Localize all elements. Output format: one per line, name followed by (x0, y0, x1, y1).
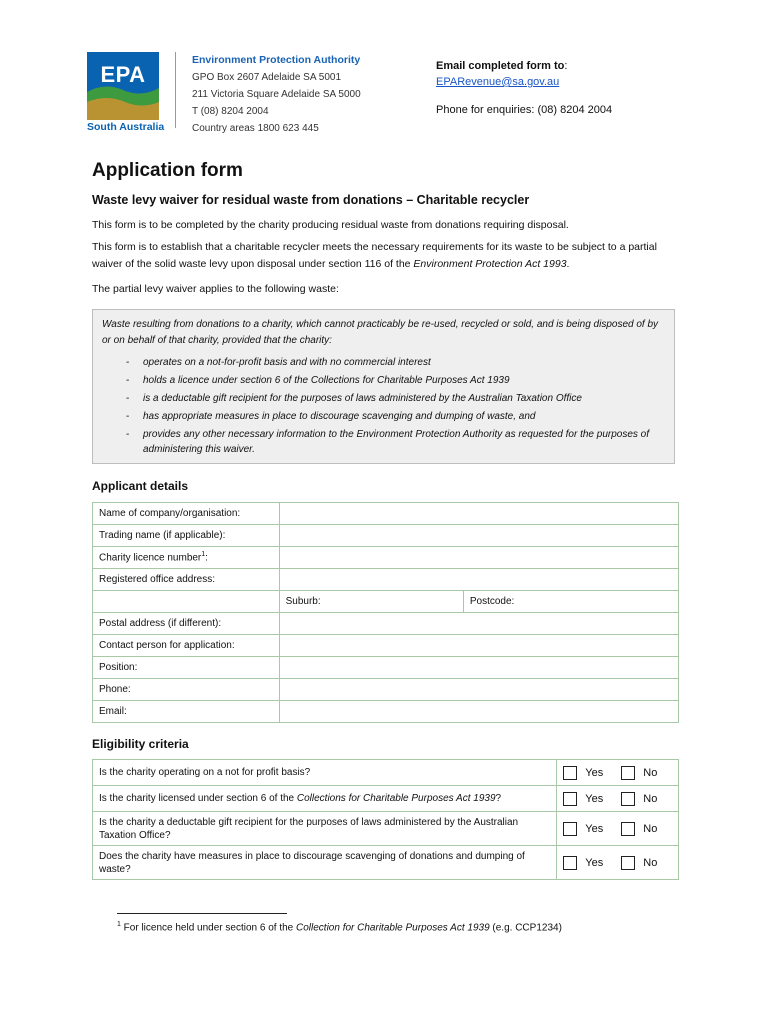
answer-cell (557, 846, 679, 880)
email-colon: : (564, 60, 568, 72)
table-row (93, 613, 679, 635)
email-label: Email completed form to (436, 60, 565, 72)
yes-label: Yes (585, 856, 604, 869)
phone-line: T (08) 8204 2004 (192, 106, 269, 117)
criteria-list (102, 355, 665, 457)
page-title: Application form (92, 160, 243, 181)
postcode-field[interactable] (463, 591, 678, 613)
bullet-dash: - (126, 375, 130, 386)
no-label: No (643, 822, 658, 835)
intro-paragraph-3: The partial levy waiver applies to the following waste: (92, 283, 339, 295)
phone-field[interactable] (279, 679, 678, 701)
position-field[interactable] (279, 657, 678, 679)
answer-cell (557, 812, 679, 846)
list-item-text: is a deductable gift recipient for the purposes of laws administered by the Australian Taxation Office (143, 393, 582, 404)
postal-address-field[interactable] (279, 613, 678, 635)
office-address-extra[interactable] (93, 591, 280, 613)
position-label: Position: (93, 657, 280, 679)
table-row (93, 547, 679, 569)
footnote (117, 921, 562, 933)
table-row (93, 657, 679, 679)
eligibility-table (92, 759, 679, 880)
yes-checkbox[interactable] (563, 856, 577, 870)
office-address-label: Registered office address: (93, 569, 280, 591)
waste-definition-box (92, 309, 675, 464)
table-row (93, 591, 679, 613)
answer-cell (557, 760, 679, 786)
no-label: No (643, 792, 658, 805)
trading-name-label: Trading name (if applicable): (93, 525, 280, 547)
no-label: No (643, 766, 658, 779)
question-dgr: Is the charity a deductable gift recipient for the purposes of laws administered by the Australian Taxation Office? (93, 812, 557, 846)
intro-end: . (566, 258, 570, 270)
table-row (93, 503, 679, 525)
list-item (102, 409, 665, 424)
charity-licence-label (93, 547, 280, 569)
footnote-marker: 1 (117, 921, 121, 928)
trading-name-field[interactable] (279, 525, 678, 547)
list-item (102, 427, 665, 457)
footnote-text: For licence held under section 6 of the (120, 922, 297, 934)
company-name-label: Name of company/organisation: (93, 503, 280, 525)
applicant-details-table (92, 502, 679, 723)
no-checkbox[interactable] (621, 792, 635, 806)
company-name-field[interactable] (279, 503, 678, 525)
bullet-dash: - (126, 357, 130, 368)
intro-paragraph-2 (92, 239, 682, 273)
no-label: No (643, 856, 658, 869)
enquiries-phone: Phone for enquiries: (08) 8204 2004 (436, 104, 613, 116)
yes-checkbox[interactable] (563, 792, 577, 806)
eligibility-heading: Eligibility criteria (92, 737, 189, 751)
footnote-separator (117, 913, 287, 914)
org-name: Environment Protection Authority (192, 54, 361, 66)
address-line: 211 Victoria Square Adelaide SA 5000 (192, 89, 361, 100)
act-name: Collections for Charitable Purposes Act 1939 (296, 793, 496, 804)
question-end: ? (495, 793, 502, 804)
answer-cell (557, 786, 679, 812)
table-row (93, 679, 679, 701)
list-item-text: has appropriate measures in place to discourage scavenging and dumping of waste, and (143, 411, 536, 422)
header-divider (175, 52, 176, 128)
applicant-details-heading: Applicant details (92, 479, 189, 493)
logo-epa-text: EPA (100, 62, 146, 87)
epa-logo-graphic (87, 52, 159, 120)
org-address-block (192, 52, 361, 137)
table-row (93, 812, 679, 846)
contact-person-field[interactable] (279, 635, 678, 657)
suburb-label: Suburb: (285, 596, 321, 607)
yes-label: Yes (585, 792, 604, 805)
table-row (93, 635, 679, 657)
footnote-example: (e.g. CCP1234) (489, 922, 562, 934)
intro-paragraph-1: This form is to be completed by the charity producing residual waste from donations requiring disposal. (92, 219, 569, 231)
table-row (93, 525, 679, 547)
waste-definition-text: Waste resulting from donations to a charity, which cannot practicably be re-used, recycled or sold, and is being disposed of by or on behalf of that charity, provided that the charity: (102, 319, 659, 346)
act-name: Environment Protection Act 1993 (413, 258, 567, 270)
question-not-for-profit: Is the charity operating on a not for profit basis? (93, 760, 557, 786)
bullet-dash: - (126, 429, 130, 440)
email-field[interactable] (279, 701, 678, 723)
list-item (102, 355, 665, 370)
page-subtitle: Waste levy waiver for residual waste from donations – Charitable recycler (92, 193, 530, 207)
table-row (93, 569, 679, 591)
contact-person-label: Contact person for application: (93, 635, 280, 657)
bullet-dash: - (126, 411, 130, 422)
country-phone-line: Country areas 1800 623 445 (192, 123, 319, 134)
address-line: GPO Box 2607 Adelaide SA 5001 (192, 72, 341, 83)
postcode-label: Postcode: (469, 596, 515, 607)
question-scavenging: Does the charity have measures in place to discourage scavenging of donations and dumping of waste? (93, 846, 557, 880)
no-checkbox[interactable] (621, 822, 635, 836)
no-checkbox[interactable] (621, 856, 635, 870)
list-item-text: operates on a not-for-profit basis and with no commercial interest (143, 357, 431, 368)
list-item-text: holds a licence under section 6 of the Collections for Charitable Purposes Act 1939 (143, 375, 510, 386)
intro-text: This form is to establish that a charitable recycler meets the necessary requirements for its waste to be subject to a partial waiver of the solid waste levy upon disposal under section 116 of the (92, 241, 657, 270)
yes-label: Yes (585, 766, 604, 779)
contact-block (436, 58, 612, 118)
no-checkbox[interactable] (621, 766, 635, 780)
logo-sa-text: South Australia (87, 121, 165, 133)
charity-licence-field[interactable] (279, 547, 678, 569)
suburb-field[interactable] (279, 591, 463, 613)
postal-address-label: Postal address (if different): (93, 613, 280, 635)
list-item (102, 373, 665, 388)
bullet-dash: - (126, 393, 130, 404)
footnote-act: Collection for Charitable Purposes Act 1939 (296, 922, 490, 934)
footnote-ref: 1 (201, 551, 206, 559)
charity-licence-text: Charity licence number (99, 552, 202, 564)
question-text: Is the charity licensed under section 6 of the (99, 793, 297, 804)
table-row (93, 701, 679, 723)
yes-label: Yes (585, 822, 604, 835)
email-link[interactable]: EPARevenue@sa.gov.au (436, 76, 560, 88)
list-item (102, 391, 665, 406)
table-row (93, 786, 679, 812)
epa-logo (87, 52, 165, 134)
email-field-label: Email: (93, 701, 280, 723)
yes-checkbox[interactable] (563, 822, 577, 836)
yes-checkbox[interactable] (563, 766, 577, 780)
table-row (93, 760, 679, 786)
table-row (93, 846, 679, 880)
charity-licence-colon: : (205, 552, 208, 564)
list-item-text: provides any other necessary information to the Environment Protection Authority as requested for the purposes of administering this waiver. (143, 429, 650, 455)
phone-label: Phone: (93, 679, 280, 701)
office-address-field[interactable] (279, 569, 678, 591)
question-licensed (93, 786, 557, 812)
